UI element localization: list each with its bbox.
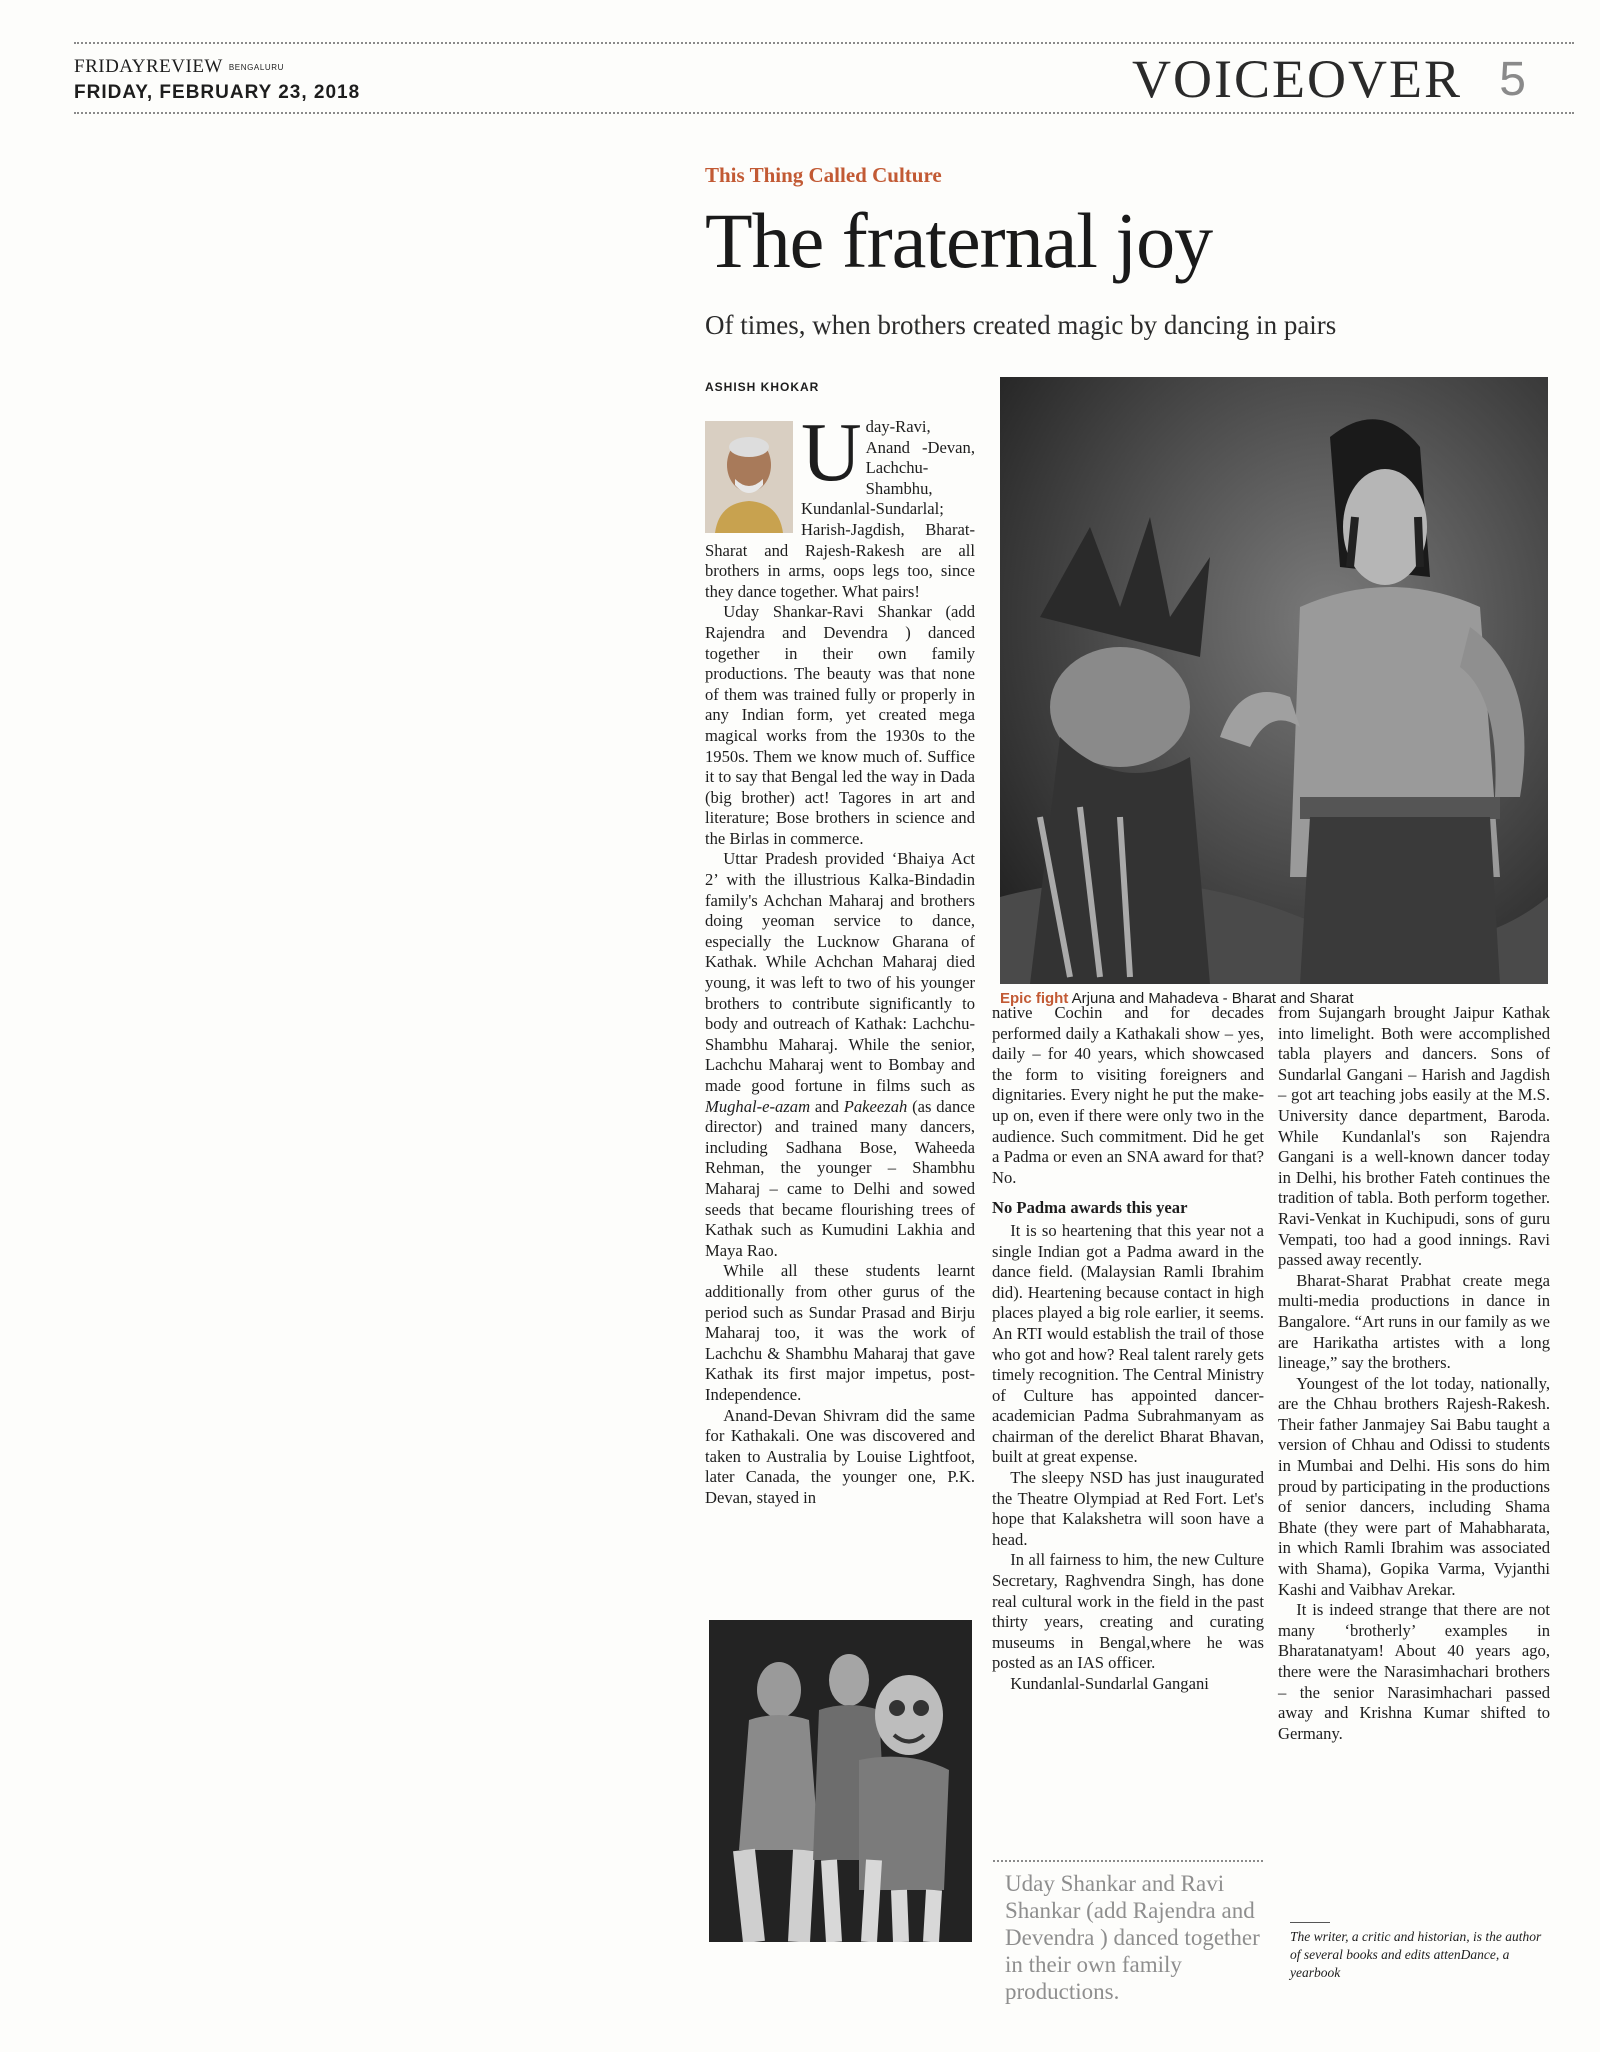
film-title: Pakeezah bbox=[843, 1096, 908, 1116]
standfirst: Of times, when brothers created magic by dancing in pairs bbox=[705, 310, 1337, 340]
byline: ASHISH KHOKAR bbox=[705, 380, 820, 394]
paragraph: Youngest of the lot today, nationally, are the Chhau brothers Rajesh-Rakesh. Their father Janmajey Sai Babu taught a version of Chhau and Odissi to students in Mumbai and Delhi. His sons do him proud by participating in the productions of senior dancers, including Shama Bhate (they were part of Mahabharata, in which Ramli Ibrahim was associated with Shama), Gopika Varma, Vyjanthi Kashi and Vaibhav Arekar. bbox=[1278, 1373, 1550, 1599]
paragraph: It is so heartening that this year not a single Indian got a Padma award in the dance field. (Malaysian Ramli Ibrahim did). Heartening because contact in high places played a big role earlier, it seems. An RTI would establish the trail of those who got and how? Real talent rarely gets timely recognition. The Central Ministry of Culture has appointed dancer-academician Padma Subrahmanyam as chairman of the derelict Bharat Bhavan, built at great expense. bbox=[992, 1220, 1264, 1467]
paragraph: Uday Shankar-Ravi Shankar (add Rajendra and Devendra ) danced together in their own family productions. The beauty was that none of them was trained fully or properly in any Indian form, yet created mega magical works from the 1930s to the 1950s. Them we know much of. Suffice it to say that Bengal led the way in Dada (big brother) act! Tagores in art and literature; Bose brothers in science and the Birlas in commerce. bbox=[705, 602, 975, 848]
pull-quote: Uday Shankar and Ravi Shankar (add Rajendra and Devendra ) danced together in their own family productions. bbox=[1005, 1871, 1260, 2004]
paragraph: While all these students learnt additionally from other gurus of the period such as Sundar Prasad and Birju Maharaj too, it was the work of Lachchu & Shambhu Maharaj that gave Kathak its first major impetus, post-Independence. bbox=[705, 1261, 975, 1404]
caption-text: Arjuna and Mahadeva - Bharat and Sharat bbox=[1068, 990, 1354, 1007]
column-kicker: This Thing Called Culture bbox=[705, 163, 942, 187]
paper-title: FRIDAYREVIEW bbox=[74, 56, 223, 77]
paragraph: Kundanlal-Sundarlal Gangani bbox=[1010, 1674, 1209, 1693]
edition-label: BENGALURU bbox=[228, 63, 285, 73]
caption-lead: Epic fight bbox=[1000, 990, 1069, 1007]
article-column-2 bbox=[992, 1003, 1264, 1839]
masthead-dotted-rule bbox=[74, 112, 1574, 114]
drop-cap: U bbox=[801, 406, 862, 499]
paragraph: from Sujangarh brought Jaipur Kathak into limelight. Both were accomplished tabla players and dancers. Sons of Sundarlal Gangani – Harish and Jagdish – got art teaching jobs easily at the M.S. University dance department, Baroda. While Kundanlal's son Rajendra Gangani is a well-known dancer today in Delhi, his brother Fateh continues the tradition of tabla. Both perform together. Ravi-Venkat in Kuchipudi, sons of guru Vempati, too had a good innings. Ravi passed away recently. bbox=[1278, 1003, 1550, 1270]
subheading: No Padma awards this year bbox=[992, 1198, 1188, 1218]
paragraph: In all fairness to him, the new Culture Secretary, Raghvendra Singh, has done real cultural work in the field in the past thirty years, creating and curating museums in Bengal,where he was posted as an IAS officer. bbox=[992, 1550, 1264, 1673]
section-title: VOICEOVER bbox=[1132, 49, 1462, 109]
author-endnote: The writer, a critic and historian, is the author of several books and edits attenDance, a yearbook bbox=[1290, 1929, 1542, 1980]
pullquote-rule bbox=[993, 1860, 1263, 1862]
page-number: 5 bbox=[1499, 53, 1526, 106]
paragraph: The sleepy NSD has just inaugurated the Theatre Olympiad at Red Fort. Let's hope that Kalakshetra will soon have a head. bbox=[992, 1468, 1264, 1549]
top-dotted-rule bbox=[74, 42, 1574, 44]
dancers-photo-illustration bbox=[1000, 377, 1548, 984]
author-photo bbox=[705, 421, 793, 533]
paragraph: Uttar Pradesh provided ‘Bhaiya Act 2’ with the illustrious Kalka-Bindadin family's Achchan Maharaj and brothers doing yeoman service to dance, especially the Lucknow Gharana of Kathak. While Achchan Maharaj died young, it was left to two of his younger brothers to contribute significantly to body and outreach of Kathak: Lachchu-Shambhu Maharaj. While the senior, Lachchu Maharaj went to Bombay and made good fortune in films such as Mughal-e-azam and Pakeezah (as dance director) and trained many dancers, including Sadhana Bose, Waheeda Rehman, the younger – Shambhu Maharaj – came to Delhi and sowed seeds that became flourishing trees of Kathak such as Kumudini Lakhia and Maya Rao. bbox=[705, 849, 975, 1260]
main-photo bbox=[1000, 377, 1548, 984]
paragraph: It is indeed strange that there are not many ‘brotherly’ examples in Bharatanatyam! About 40 years ago, there were the Narasimhachari brothers – the senior Narasimhachari passed away and Krishna Kumar shifted to Germany. bbox=[1278, 1600, 1550, 1743]
paragraph: Bharat-Sharat Prabhat create mega multi-media productions in dance in Bangalore. “Art runs in our family as we are Harikatha artistes with a long lineage,” say the brothers. bbox=[1278, 1270, 1550, 1373]
paragraph: native Cochin and for decades performed daily a Kathakali show – yes, daily – for 40 years, which showcased the form to visiting foreigners and dignitaries. Every night he put the make-up on, even if there were only two in the audience. Such commitment. Did he get a Padma or even an SNA award for that? No. bbox=[992, 1003, 1264, 1187]
headline: The fraternal joy bbox=[705, 197, 1213, 284]
film-title: Mughal-e-azam bbox=[705, 1096, 811, 1116]
paper-name bbox=[74, 56, 284, 78]
article-column-1 bbox=[705, 406, 975, 1607]
issue-date: FRIDAY, FEBRUARY 23, 2018 bbox=[74, 82, 361, 103]
secondary-photo bbox=[709, 1620, 972, 1942]
dancers-pair-photo-illustration bbox=[709, 1620, 972, 1942]
paragraph: day-Ravi, Anand -Devan, Lachchu-Shambhu, Kundanlal-Sundarlal; Harish-Jagdish, Bharat-Sharat and Rajesh-Rakesh are all brothers in arms, oops legs too, since they dance together. What pairs! bbox=[705, 417, 975, 601]
article-column-3 bbox=[1278, 1003, 1550, 1903]
paragraph: Anand-Devan Shivram did the same for Kathakali. One was discovered and taken to Australia by Louise Lightfoot, later Canada, the younger one, P.K. Devan, stayed in bbox=[705, 1405, 975, 1507]
endnote-rule bbox=[1290, 1922, 1330, 1923]
